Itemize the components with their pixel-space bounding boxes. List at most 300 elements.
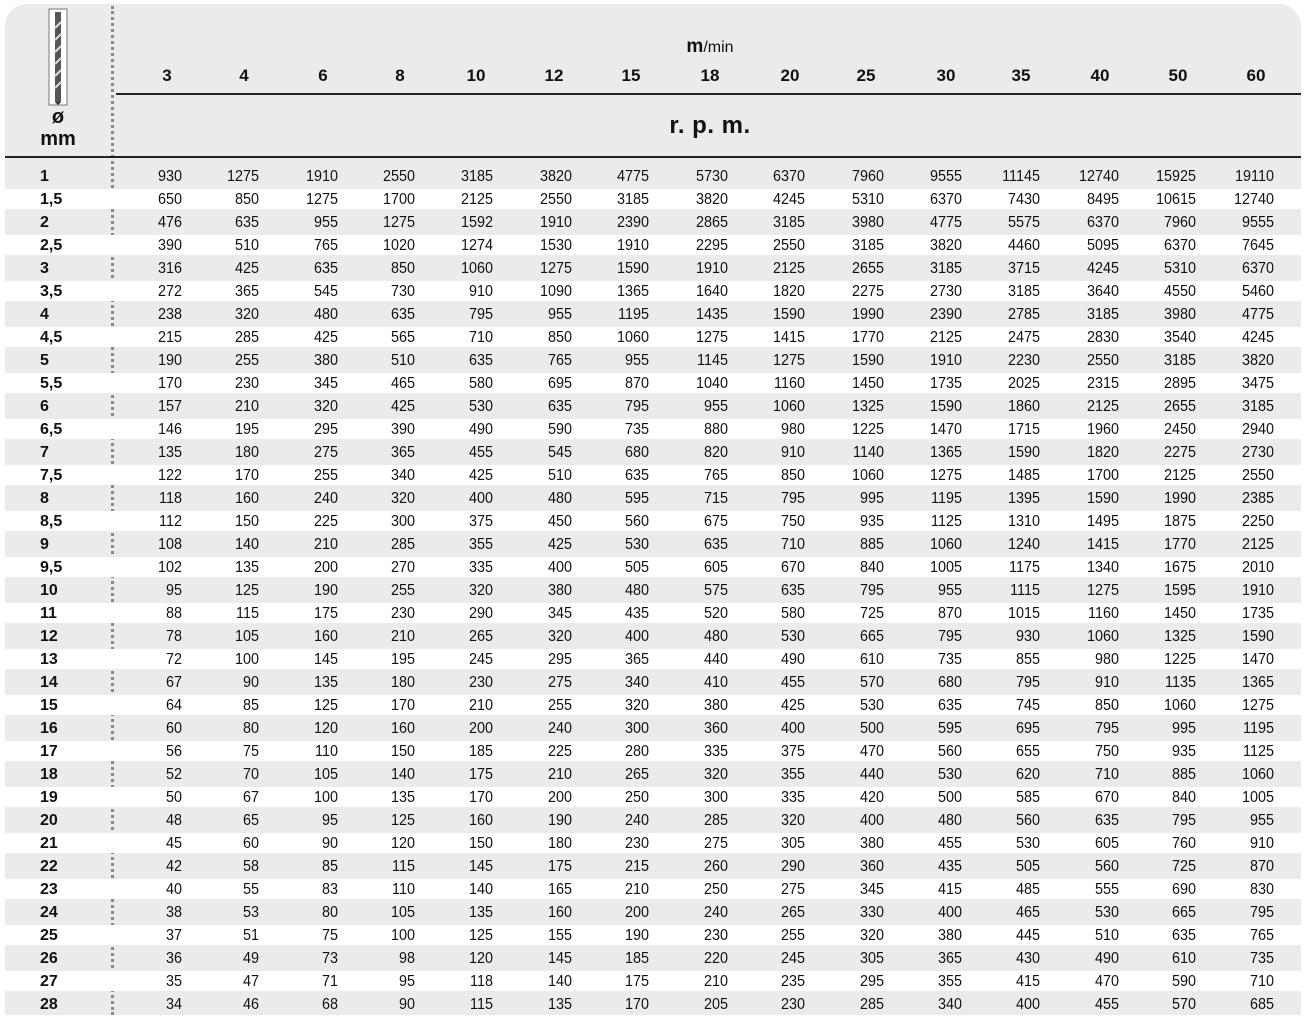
rpm-cell: 1340 (1086, 559, 1119, 576)
rpm-cell: 885 (859, 536, 884, 553)
rpm-cell: 285 (859, 996, 884, 1013)
rpm-cell: 335 (780, 789, 805, 806)
rpm-cell: 175 (313, 605, 338, 622)
rpm-cell: 2655 (1163, 398, 1196, 415)
rpm-cell: 145 (313, 651, 338, 668)
diameter-cell: 6 (40, 398, 49, 415)
rpm-cell: 2550 (1241, 467, 1274, 484)
rpm-cell: 12740 (1078, 168, 1119, 185)
rpm-cell: 280 (624, 743, 649, 760)
table-row (0, 510, 1306, 533)
rpm-cell: 570 (859, 674, 884, 691)
rpm-cell: 125 (313, 697, 338, 714)
rpm-cell: 520 (703, 605, 728, 622)
rpm-cell: 195 (390, 651, 415, 668)
speed-header-cell: 50 (1168, 66, 1188, 85)
rpm-cell: 435 (624, 605, 649, 622)
rpm-cell: 650 (157, 191, 182, 208)
rpm-cell: 530 (468, 398, 493, 415)
rpm-cell: 95 (398, 973, 415, 990)
rpm-cell: 870 (624, 375, 649, 392)
rpm-cell: 1175 (1009, 559, 1040, 576)
table-row (0, 533, 1306, 556)
rpm-cell: 35 (165, 973, 182, 990)
rpm-cell: 2730 (929, 283, 962, 300)
rpm-cell: 1495 (1086, 513, 1119, 530)
rpm-cell: 185 (624, 950, 649, 967)
rpm-cell: 2295 (695, 237, 728, 254)
rpm-cell: 5460 (1241, 283, 1274, 300)
rpm-cell: 55 (242, 881, 259, 898)
rpm-cell: 595 (624, 490, 649, 507)
rpm-cell: 930 (157, 168, 182, 185)
speed-header-cell: 40 (1090, 66, 1110, 85)
rpm-cell: 910 (468, 283, 493, 300)
rpm-cell: 250 (624, 789, 649, 806)
rpm-cell: 1160 (774, 375, 805, 392)
rpm-cell: 480 (624, 582, 649, 599)
rpm-cell: 1435 (695, 306, 728, 323)
table-row (0, 625, 1306, 648)
rpm-cell: 5575 (1007, 214, 1040, 231)
drill-bit-icon (48, 8, 68, 106)
rpm-cell: 1590 (1086, 490, 1119, 507)
diameter-cell: 6,5 (40, 421, 63, 438)
rpm-cell: 1060 (851, 467, 884, 484)
rpm-cell: 665 (859, 628, 884, 645)
rpm-cell: 175 (547, 858, 572, 875)
rpm-cell: 3475 (1241, 375, 1274, 392)
rpm-cell: 1275 (382, 214, 415, 231)
rpm-cell: 980 (1094, 651, 1119, 668)
rpm-cell: 140 (547, 973, 572, 990)
rpm-cell: 560 (1015, 812, 1040, 829)
rpm-cell: 4245 (1086, 260, 1119, 277)
rpm-cell: 52 (165, 766, 182, 783)
rpm-cell: 1675 (1163, 559, 1196, 576)
rpm-cell: 850 (234, 191, 259, 208)
rpm-cell: 110 (315, 743, 338, 760)
rpm-cell: 355 (468, 536, 493, 553)
rpm-cell: 690 (1171, 881, 1196, 898)
rpm-cell: 1060 (616, 329, 649, 346)
rpm-cell: 1715 (1007, 421, 1040, 438)
rpm-cell: 140 (390, 766, 415, 783)
rpm-cell: 850 (780, 467, 805, 484)
rpm-cell: 146 (157, 421, 182, 438)
rpm-cell: 320 (547, 628, 572, 645)
rpm-cell: 200 (624, 904, 649, 921)
rpm-cell: 190 (313, 582, 338, 599)
rpm-cell: 118 (159, 490, 182, 507)
rpm-cell: 1125 (1243, 743, 1274, 760)
rpm-cell: 180 (234, 444, 259, 461)
rpm-cell: 105 (234, 628, 259, 645)
rpm-cell: 47 (242, 973, 259, 990)
rpm-cell: 1275 (695, 329, 728, 346)
rpm-cell: 1592 (460, 214, 493, 231)
rpm-cell: 500 (937, 789, 962, 806)
rpm-cell: 210 (624, 881, 649, 898)
rpm-cell: 67 (242, 789, 259, 806)
rpm-cell: 590 (547, 421, 572, 438)
rpm-cell: 840 (859, 559, 884, 576)
rpm-cell: 215 (624, 858, 649, 875)
rpm-cell: 380 (859, 835, 884, 852)
rpm-cell: 210 (468, 697, 493, 714)
rpm-cell: 220 (703, 950, 728, 967)
rpm-cell: 355 (780, 766, 805, 783)
rpm-cell: 3185 (1086, 306, 1119, 323)
rpm-cell: 635 (390, 306, 415, 323)
rpm-cell: 5310 (851, 191, 884, 208)
rpm-cell: 425 (547, 536, 572, 553)
rpm-cell: 3185 (1163, 352, 1196, 369)
table-row (0, 280, 1306, 303)
rpm-cell: 3640 (1086, 283, 1119, 300)
rpm-cell: 2655 (851, 260, 884, 277)
rpm-cell: 840 (1171, 789, 1196, 806)
rpm-cell: 1195 (931, 490, 962, 507)
rpm-cell: 635 (547, 398, 572, 415)
rpm-cell: 635 (703, 536, 728, 553)
diameter-cell: 9,5 (40, 559, 63, 576)
rpm-cell: 49 (242, 950, 259, 967)
rpm-cell: 170 (157, 375, 182, 392)
speed-header-cell: 12 (544, 66, 564, 85)
rpm-cell: 135 (390, 789, 415, 806)
rpm-cell: 255 (234, 352, 259, 369)
rpm-cell: 1910 (616, 237, 649, 254)
rpm-cell: 1590 (929, 398, 962, 415)
rpm-cell: 88 (165, 605, 182, 622)
rpm-cell: 1700 (382, 191, 415, 208)
rpm-cell: 9555 (1241, 214, 1274, 231)
diameter-cell: 4,5 (40, 329, 63, 346)
rpm-cell: 320 (859, 927, 884, 944)
table-row (0, 740, 1306, 763)
rpm-cell: 445 (1015, 927, 1040, 944)
rpm-cell: 610 (1171, 950, 1196, 967)
rpm-cell: 85 (321, 858, 338, 875)
rpm-cell: 635 (780, 582, 805, 599)
rpm-cell: 225 (313, 513, 338, 530)
rpm-cell: 60 (165, 720, 182, 737)
rpm-cell: 240 (624, 812, 649, 829)
rpm-cell: 1275 (1086, 582, 1119, 599)
rpm-cell: 635 (468, 352, 493, 369)
table-header-divider (5, 156, 1301, 158)
table-row (0, 487, 1306, 510)
rpm-cell: 135 (157, 444, 182, 461)
rpm-cell: 505 (1015, 858, 1040, 875)
rpm-cell: 305 (780, 835, 805, 852)
rpm-cell: 1225 (851, 421, 884, 438)
rpm-cell: 100 (390, 927, 415, 944)
rpm-cell: 1090 (539, 283, 572, 300)
rpm-cell: 465 (390, 375, 415, 392)
rpm-cell: 795 (859, 582, 884, 599)
rpm-cell: 870 (1249, 858, 1274, 875)
rpm-cell: 2550 (1086, 352, 1119, 369)
rpm-cell: 400 (468, 490, 493, 507)
rpm-cell: 85 (242, 697, 259, 714)
diameter-symbol: ø (51, 106, 65, 128)
diameter-cell: 7,5 (40, 467, 63, 484)
rpm-cell: 295 (859, 973, 884, 990)
rpm-cell: 46 (242, 996, 259, 1013)
diameter-cell: 2,5 (40, 237, 63, 254)
rpm-cell: 1005 (1241, 789, 1274, 806)
rpm-cell: 1590 (1007, 444, 1040, 461)
rpm-cell: 1860 (1007, 398, 1040, 415)
rpm-cell: 545 (547, 444, 572, 461)
rpm-cell: 5310 (1163, 260, 1196, 277)
rpm-cell: 390 (390, 421, 415, 438)
rpm-cell: 300 (624, 720, 649, 737)
diameter-cell: 16 (40, 720, 58, 737)
rpm-cell: 5095 (1086, 237, 1119, 254)
rpm-cell: 1875 (1163, 513, 1196, 530)
rpm-cell: 1450 (851, 375, 884, 392)
rpm-cell: 1470 (1241, 651, 1274, 668)
rpm-cell: 675 (703, 513, 728, 530)
table-row (0, 395, 1306, 418)
rpm-cell: 415 (937, 881, 962, 898)
rpm-cell: 42 (165, 858, 182, 875)
rpm-cell: 160 (234, 490, 259, 507)
table-row (0, 648, 1306, 671)
rpm-cell: 1820 (772, 283, 805, 300)
rpm-cell: 67 (165, 674, 182, 691)
rpm-cell: 2125 (1241, 536, 1274, 553)
rpm-cell: 1160 (1088, 605, 1119, 622)
rpm-cell: 2125 (772, 260, 805, 277)
rpm-cell: 160 (313, 628, 338, 645)
rpm-cell: 170 (390, 697, 415, 714)
rpm-cell: 275 (780, 881, 805, 898)
rpm-cell: 160 (390, 720, 415, 737)
rpm-cell: 1450 (1163, 605, 1196, 622)
rpm-cell: 230 (703, 927, 728, 944)
rpm-cell: 765 (547, 352, 572, 369)
speed-header-cell: 20 (780, 66, 800, 85)
rpm-cell: 480 (547, 490, 572, 507)
rpm-cell: 180 (390, 674, 415, 691)
rpm-cell: 795 (1015, 674, 1040, 691)
speed-header-cell: 4 (239, 66, 249, 85)
rpm-cell: 140 (234, 536, 259, 553)
rpm-cell: 1060 (460, 260, 493, 277)
rpm-cell: 345 (859, 881, 884, 898)
rpm-cell: 65 (242, 812, 259, 829)
rpm-cell: 105 (390, 904, 415, 921)
rpm-cell: 480 (703, 628, 728, 645)
rpm-cell: 365 (624, 651, 649, 668)
rpm-cell: 250 (703, 881, 728, 898)
rpm-cell: 910 (780, 444, 805, 461)
rpm-cell: 440 (703, 651, 728, 668)
rpm-cell: 510 (234, 237, 259, 254)
table-row (0, 556, 1306, 579)
rpm-cell: 225 (547, 743, 572, 760)
rpm-cell: 80 (242, 720, 259, 737)
diameter-cell: 18 (40, 766, 58, 783)
diameter-cell: 13 (40, 651, 58, 668)
diameter-cell: 15 (40, 697, 58, 714)
rpm-cell: 15925 (1155, 168, 1196, 185)
rpm-cell: 150 (390, 743, 415, 760)
table-row (0, 372, 1306, 395)
diameter-cell: 24 (40, 904, 58, 921)
rpm-cell: 765 (313, 237, 338, 254)
rpm-cell: 510 (1094, 927, 1119, 944)
rpm-cell: 795 (624, 398, 649, 415)
rpm-cell: 470 (1094, 973, 1119, 990)
rpm-cell: 380 (313, 352, 338, 369)
rpm-cell: 2275 (1163, 444, 1196, 461)
rpm-cell: 53 (242, 904, 259, 921)
rpm-cell: 72 (165, 651, 182, 668)
rpm-cell: 1020 (382, 237, 415, 254)
rpm-cell: 135 (468, 904, 493, 921)
rpm-cell: 255 (390, 582, 415, 599)
rpm-cell: 150 (234, 513, 259, 530)
table-row (0, 234, 1306, 257)
rpm-cell: 670 (780, 559, 805, 576)
table-row (0, 763, 1306, 786)
rpm-cell: 1640 (695, 283, 728, 300)
rpm-cell: 635 (937, 697, 962, 714)
rpm-cell: 1910 (929, 352, 962, 369)
diameter-cell: 19 (40, 789, 58, 806)
rpm-cell: 1530 (539, 237, 572, 254)
rpm-cell: 415 (1015, 973, 1040, 990)
rpm-cell: 425 (234, 260, 259, 277)
rpm-cell: 390 (157, 237, 182, 254)
rpm-cell: 685 (1249, 996, 1274, 1013)
rpm-cell: 765 (1249, 927, 1274, 944)
rpm-cell: 170 (234, 467, 259, 484)
rpm-cell: 290 (780, 858, 805, 875)
rpm-cell: 2730 (1241, 444, 1274, 461)
rpm-cell: 210 (390, 628, 415, 645)
diameter-cell: 23 (40, 881, 58, 898)
rpm-cell: 470 (859, 743, 884, 760)
rpm-cell: 275 (313, 444, 338, 461)
rpm-cell: 3185 (851, 237, 884, 254)
rpm-cell: 190 (157, 352, 182, 369)
diameter-header (28, 106, 88, 150)
speed-unit-sub: /min (703, 39, 734, 56)
rpm-cell: 175 (468, 766, 493, 783)
rpm-cell: 1325 (851, 398, 884, 415)
rpm-cell: 1595 (1163, 582, 1196, 599)
rpm-cell: 36 (165, 950, 182, 967)
table-row (0, 717, 1306, 740)
rpm-cell: 265 (624, 766, 649, 783)
rpm-cell: 2385 (1241, 490, 1274, 507)
rpm-cell: 1990 (1163, 490, 1196, 507)
rpm-cell: 3820 (695, 191, 728, 208)
rpm-cell: 680 (624, 444, 649, 461)
rpm-cell: 265 (780, 904, 805, 921)
rpm-cell: 190 (624, 927, 649, 944)
rpm-cell: 420 (859, 789, 884, 806)
rpm-cell: 710 (1094, 766, 1119, 783)
rpm-cell: 98 (398, 950, 415, 967)
rpm-cell: 255 (313, 467, 338, 484)
rpm-cell: 1060 (929, 536, 962, 553)
rpm-cell: 1590 (616, 260, 649, 277)
rpm-cell: 9555 (929, 168, 962, 185)
rpm-cell: 2450 (1163, 421, 1196, 438)
rpm-cell: 230 (780, 996, 805, 1013)
rpm-cell: 605 (1094, 835, 1119, 852)
rpm-cell: 135 (313, 674, 338, 691)
rpm-cell: 735 (624, 421, 649, 438)
rpm-cell: 45 (165, 835, 182, 852)
rpm-cell: 820 (703, 444, 728, 461)
rpm-cell: 40 (165, 881, 182, 898)
rpm-cell: 51 (242, 927, 259, 944)
rpm-cell: 34 (165, 996, 182, 1013)
rpm-cell: 320 (703, 766, 728, 783)
rpm-cell: 1365 (1241, 674, 1274, 691)
rpm-cell: 455 (780, 674, 805, 691)
rpm-cell: 335 (703, 743, 728, 760)
speed-header-cell: 60 (1246, 66, 1266, 85)
rpm-cell: 6370 (772, 168, 805, 185)
rpm-cell: 450 (547, 513, 572, 530)
rpm-cell: 1005 (929, 559, 962, 576)
rpm-cell: 3820 (929, 237, 962, 254)
rpm-cell: 610 (859, 651, 884, 668)
rpm-cell: 2250 (1241, 513, 1274, 530)
rpm-cell: 1485 (1007, 467, 1040, 484)
rpm-cell: 1275 (305, 191, 338, 208)
rpm-cell: 90 (398, 996, 415, 1013)
rpm-cell: 245 (780, 950, 805, 967)
rpm-cell: 340 (624, 674, 649, 691)
table-row (0, 993, 1306, 1016)
rpm-cell: 715 (703, 490, 728, 507)
speed-header-cell: 10 (466, 66, 486, 85)
rpm-cell: 2125 (460, 191, 493, 208)
rpm-cell: 12740 (1233, 191, 1274, 208)
table-row (0, 165, 1306, 188)
rpm-cell: 102 (157, 559, 182, 576)
rpm-cell: 60 (242, 835, 259, 852)
rpm-cell: 710 (1249, 973, 1274, 990)
rpm-cell: 490 (1094, 950, 1119, 967)
diameter-cell: 8,5 (40, 513, 63, 530)
rpm-cell: 2865 (695, 214, 728, 231)
rpm-cell: 140 (468, 881, 493, 898)
rpm-cell: 120 (390, 835, 415, 852)
rpm-cell: 1115 (1010, 582, 1040, 599)
rpm-cell: 3185 (616, 191, 649, 208)
rpm-cell: 510 (547, 467, 572, 484)
rpm-cell: 4460 (1007, 237, 1040, 254)
rpm-cell: 725 (1171, 858, 1196, 875)
rpm-cell: 955 (703, 398, 728, 415)
rpm-cell: 560 (624, 513, 649, 530)
rpm-cell: 510 (390, 352, 415, 369)
rpm-cell: 1590 (851, 352, 884, 369)
rpm-cell: 3820 (1241, 352, 1274, 369)
rpm-cell: 58 (242, 858, 259, 875)
